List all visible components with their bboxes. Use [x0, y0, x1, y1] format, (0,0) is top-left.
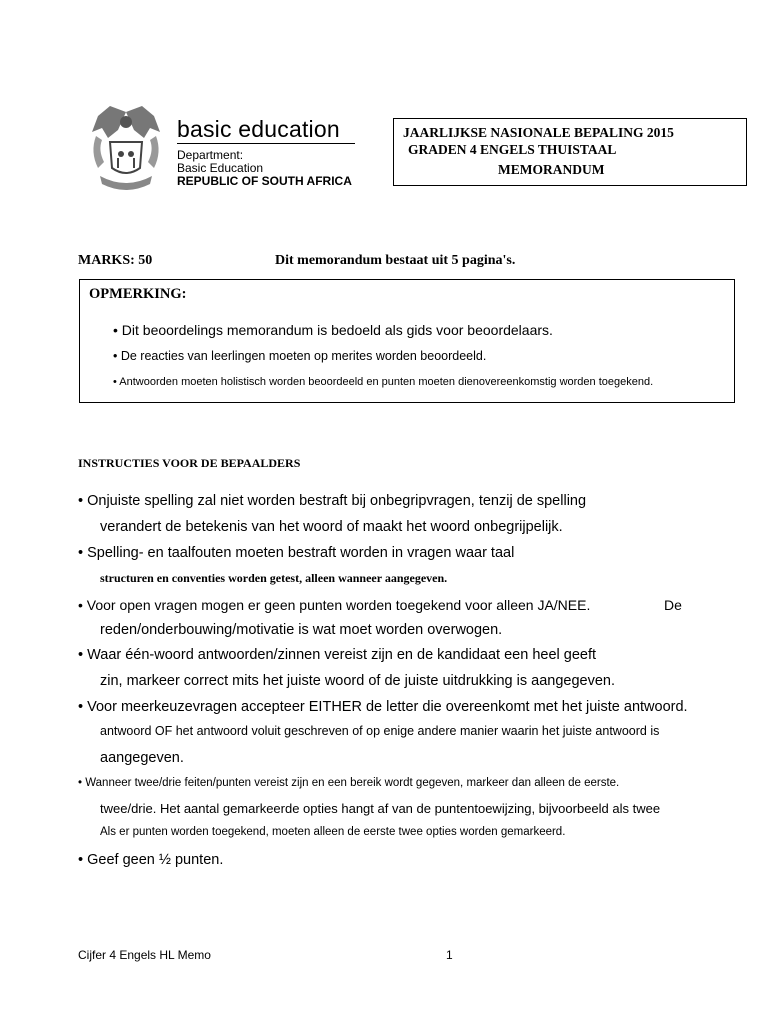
- instruction-line: • Geef geen ½ punten.: [78, 852, 224, 868]
- note-item: • Dit beoordelings memorandum is bedoeld als gids voor beoordelaars.: [113, 322, 553, 338]
- instruction-line: • Waar één-woord antwoorden/zinnen vereist zijn en de kandidaat een heel geeft: [78, 647, 597, 663]
- logo-divider: [177, 143, 355, 144]
- instruction-line: De: [664, 597, 682, 613]
- logo-basic-education: Basic Education: [177, 161, 264, 175]
- instruction-line: • Voor open vragen mogen er geen punten worden toegekend voor alleen JA/NEE.: [78, 597, 591, 613]
- instruction-line: • Voor meerkeuzevragen accepteer EITHER de letter die overeenkomt met het juiste antwoord.: [78, 699, 688, 715]
- instruction-line: • Onjuiste spelling zal niet worden bestraft bij onbegripvragen, tenzij de spelling: [78, 493, 587, 509]
- exam-grade-subject: GRADEN 4 ENGELS THUISTAAL: [408, 142, 617, 157]
- instruction-line: antwoord OF het antwoord voluit geschreven of op enige andere manier waarin het juiste antwoord is: [100, 724, 660, 738]
- footer-document-name: Cijfer 4 Engels HL Memo: [78, 948, 211, 962]
- instruction-line: • Spelling- en taalfouten moeten bestraft worden in vragen waar taal: [78, 545, 515, 561]
- note-item: • De reacties van leerlingen moeten op merites worden beoordeeld.: [113, 349, 487, 363]
- instruction-line: structuren en conventies worden getest, alleen wanneer aangegeven.: [100, 571, 448, 585]
- instruction-line: twee/drie. Het aantal gemarkeerde opties hangt af van de puntentoewijzing, bijvoorbeeld als twee: [100, 801, 661, 816]
- instructions-title: INSTRUCTIES VOOR DE BEPAALDERS: [78, 456, 301, 470]
- instruction-line: reden/onderbouwing/motivatie is wat moet worden overwogen.: [100, 622, 503, 638]
- coat-of-arms-icon: [88, 102, 164, 194]
- exam-title: JAARLIJKSE NASIONALE BEPALING 2015: [403, 125, 674, 140]
- footer-page-number: 1: [446, 948, 453, 962]
- note-item: • Antwoorden moeten holistisch worden beoordeeld en punten moeten dienovereenkomstig worden toegekend.: [113, 376, 654, 388]
- page-count-note: Dit memorandum bestaat uit 5 pagina's.: [275, 253, 516, 268]
- logo-department: Department:: [177, 148, 244, 162]
- instruction-line: zin, markeer correct mits het juiste woord of de juiste uitdrukking is aangegeven.: [100, 673, 615, 689]
- note-title: OPMERKING:: [89, 286, 187, 302]
- instruction-line: verandert de betekenis van het woord of maakt het woord onbegrijpelijk.: [100, 519, 563, 535]
- instruction-line: aangegeven.: [100, 750, 184, 766]
- marks-total: MARKS: 50: [78, 253, 153, 268]
- logo-title: basic education: [177, 116, 340, 142]
- exam-memorandum: MEMORANDUM: [498, 162, 605, 177]
- instruction-line: Als er punten worden toegekend, moeten alleen de eerste twee opties worden gemarkeerd.: [100, 826, 566, 838]
- logo-republic: REPUBLIC OF SOUTH AFRICA: [177, 174, 352, 188]
- instruction-line: • Wanneer twee/drie feiten/punten vereist zijn en een bereik wordt gegeven, markeer dan alleen de eerste.: [78, 777, 620, 789]
